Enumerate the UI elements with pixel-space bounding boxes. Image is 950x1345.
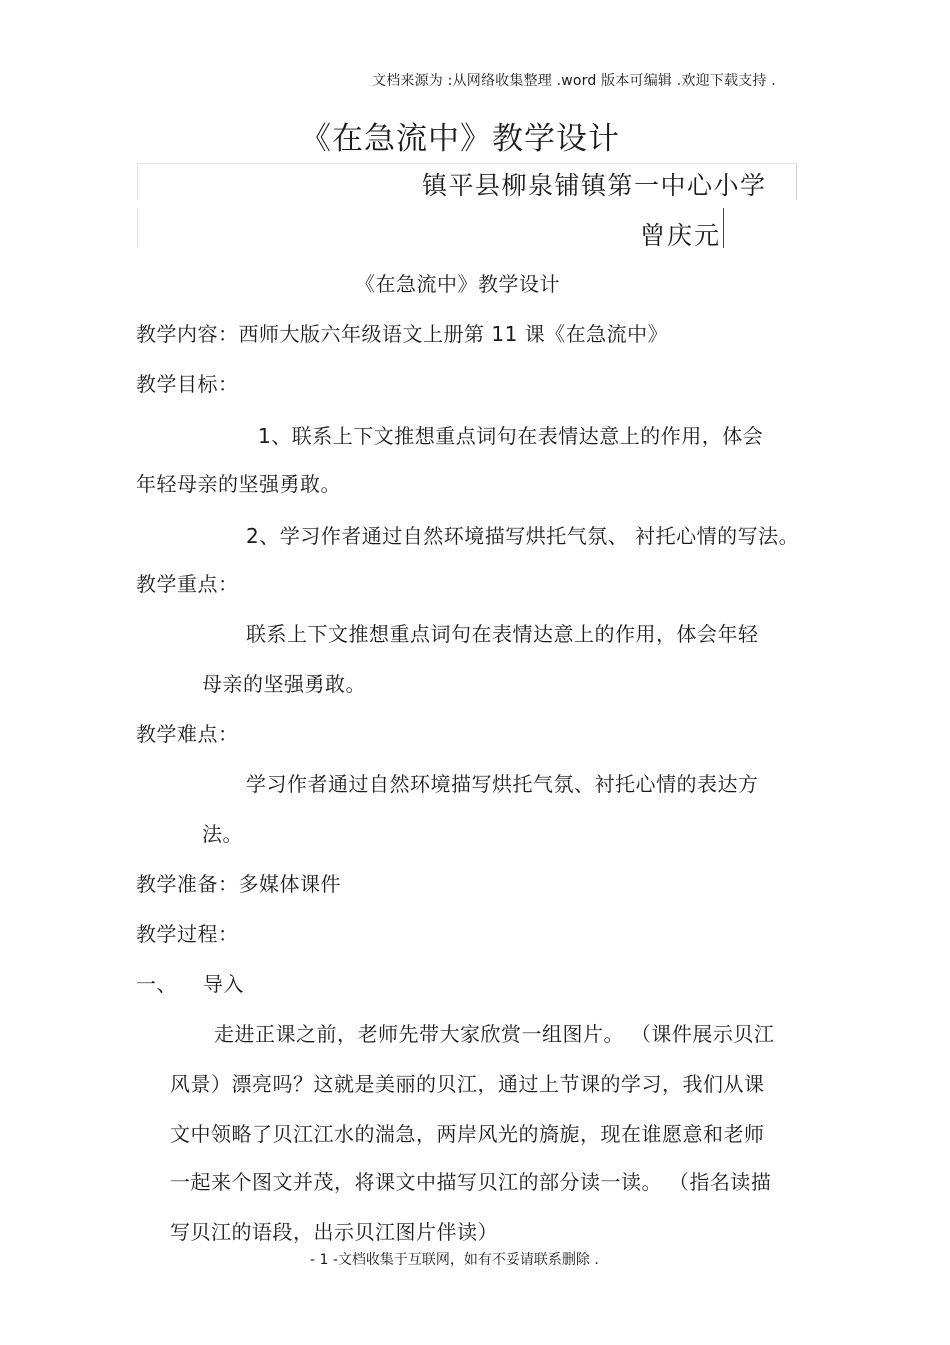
difficulties-label: 教学难点： <box>136 722 239 746</box>
paragraph-line-2: 风景）漂亮吗？这就是美丽的贝江，通过上节课的学习，我们从课 <box>170 1072 765 1096</box>
section-1-number: 一、 <box>136 972 177 996</box>
goal-2: 2、学习作者通过自然环境描写烘托气氛、 衬托心情的写法。 <box>246 524 800 548</box>
subtitle: 《在急流中》教学设计 <box>355 272 560 296</box>
preparation: 教学准备：多媒体课件 <box>136 872 341 896</box>
header-note: 文档来源为 :从网络收集整理 .word 版本可编辑 .欢迎下载支持 . <box>372 73 776 89</box>
goals-label: 教学目标： <box>136 372 239 396</box>
key-points-label: 教学重点： <box>136 572 239 596</box>
author-name: 曾庆元 <box>640 221 722 250</box>
school-name: 镇平县柳泉铺镇第一中心小学 <box>422 171 767 200</box>
paragraph-line-1: 走进正课之前，老师先带大家欣赏一组图片。 （课件展示贝江 <box>214 1022 775 1046</box>
paragraph-line-4: 一起来个图文并茂，将课文中描写贝江的部分读一读。 （指名读描 <box>170 1170 772 1194</box>
author-frame <box>137 208 724 248</box>
key-points-line-2: 母亲的坚强勇敢。 <box>202 672 366 696</box>
document-title: 《在急流中》教学设计 <box>300 121 620 157</box>
process-label: 教学过程： <box>136 922 239 946</box>
paragraph-line-3: 文中领略了贝江江水的湍急，两岸风光的旖旎，现在谁愿意和老师 <box>170 1122 765 1146</box>
section-1-title: 导入 <box>203 972 244 996</box>
key-points-line-1: 联系上下文推想重点词句在表情达意上的作用，体会年轻 <box>246 622 759 646</box>
paragraph-line-5: 写贝江的语段，出示贝江图片伴读） <box>170 1220 498 1244</box>
page-footer: - 1 -文档收集于互联网，如有不妥请联系删除 . <box>310 1252 599 1268</box>
difficulties-line-2: 法。 <box>202 822 243 846</box>
goal-1-line-1: 1、联系上下文推想重点词句在表情达意上的作用，体会 <box>258 424 764 448</box>
difficulties-line-1: 学习作者通过自然环境描写烘托气氛、衬托心情的表达方 <box>246 772 759 796</box>
teaching-content: 教学内容：西师大版六年级语文上册第 11 课《在急流中》 <box>136 322 669 346</box>
goal-1-line-2: 年轻母亲的坚强勇敢。 <box>136 472 341 496</box>
